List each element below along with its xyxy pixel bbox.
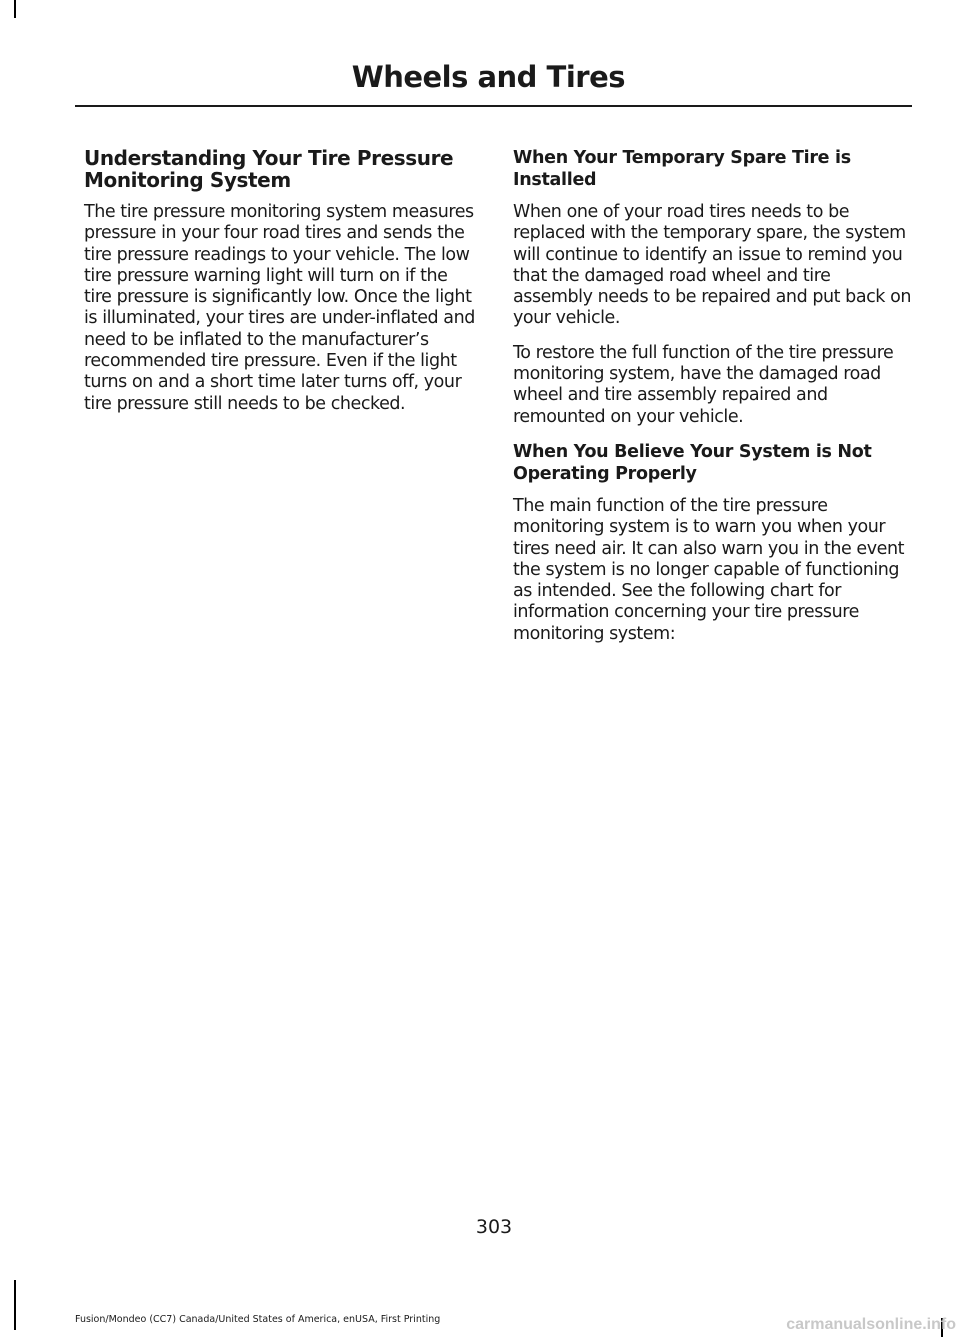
right-column [513, 147, 911, 658]
spare-tire-paragraph-1: When one of your road tires needs to be replaced with the temporary spare, the system will continue to identify an issue to remind you that the damaged road wheel and tire assembly needs to be repaired and put back on your vehicle. [513, 202, 911, 329]
spare-tire-heading: When Your Temporary Spare Tire is Installed [513, 148, 851, 190]
left-column [84, 147, 476, 428]
spare-tire-paragraph-2: To restore the full function of the tire pressure monitoring system, have the damaged road wheel and tire assembly repaired and remounted on your vehicle. [513, 342, 894, 427]
tpms-section-paragraph: The tire pressure monitoring system measures pressure in your four road tires and sends the tire pressure readings to your vehicle. The low tire pressure warning light will turn on if the tire pressure is significantly low. Once the light is illuminated, your tires are under-inflated and need to be inflated to the manufacturer’s recommended tire pressure. Even if the light turns on and a short time later turns off, your tire pressure still needs to be checked. [84, 202, 475, 414]
system-not-operating-heading: When You Believe Your System is Not Operating Properly [513, 441, 872, 484]
tpms-section-heading: Understanding Your Tire Pressure Monitoring System [84, 146, 454, 192]
page-section-title: Wheels and Tires [351, 60, 625, 94]
crop-mark-bottom-left-vertical [14, 1280, 16, 1330]
crop-mark-top-left-vertical [14, 0, 16, 18]
page-number: 303 [475, 1216, 513, 1238]
watermark-logo[interactable]: carmanualsonline.info [786, 1316, 956, 1333]
system-not-operating-paragraph: The main function of the tire pressure monitoring system is to warn you when your tires need air. It can also warn you in the event the system is no longer capable of functioning as intended. See the following chart for information concerning your tire pressure monitoring system: [513, 495, 905, 644]
header-divider [75, 105, 912, 107]
footer-publication-info: Fusion/Mondeo (CC7) Canada/United States of America, enUSA, First Printing [75, 1314, 441, 1325]
